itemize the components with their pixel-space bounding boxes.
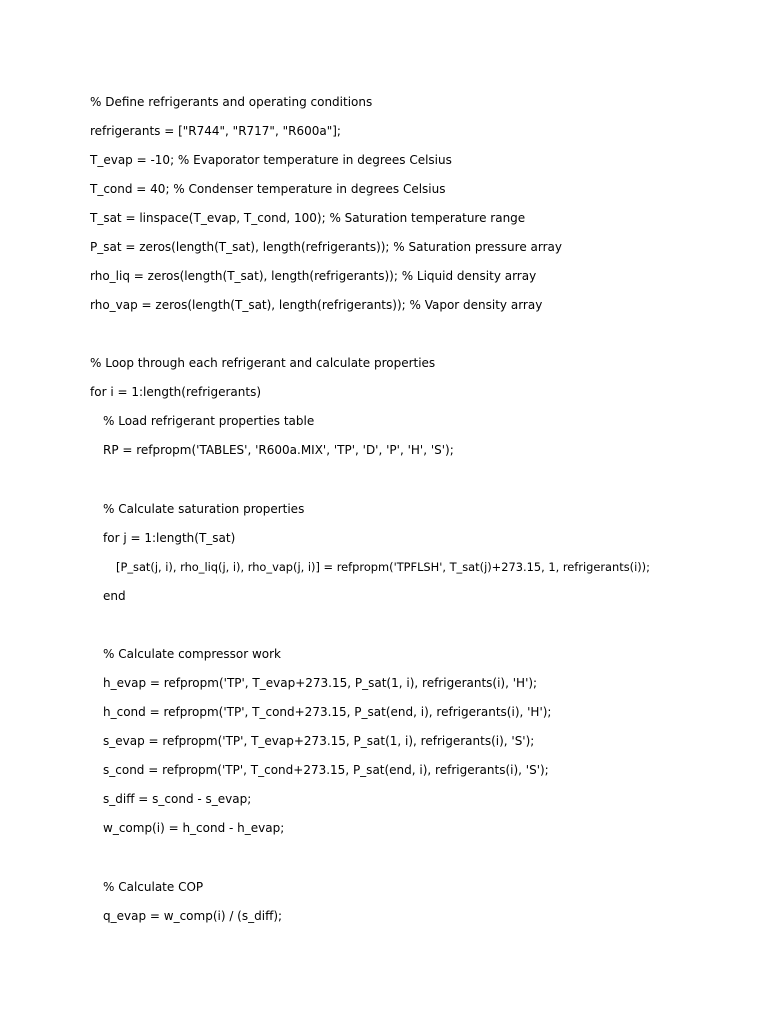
code-line: [P_sat(j, i), rho_liq(j, i), rho_vap(j, i)] = refpropm('TPFLSH', T_sat(j)+273.15, 1, refrigerants(i)); — [116, 560, 650, 574]
code-line: % Calculate compressor work — [103, 647, 282, 661]
code-line: s_diff = s_cond - s_evap; — [103, 792, 252, 806]
code-line: for i = 1:length(refrigerants) — [90, 385, 262, 399]
code-line: % Calculate saturation properties — [103, 502, 305, 516]
code-line: refrigerants = ["R744", "R717", "R600a"]; — [90, 124, 341, 138]
code-line: q_evap = w_comp(i) / (s_diff); — [103, 909, 283, 923]
code-line: end — [103, 589, 126, 603]
code-line: % Load refrigerant properties table — [103, 414, 315, 428]
code-line: RP = refpropm('TABLES', 'R600a.MIX', 'TP', 'D', 'P', 'H', 'S'); — [103, 443, 454, 457]
code-line: s_evap = refpropm('TP', T_evap+273.15, P_sat(1, i), refrigerants(i), 'S'); — [103, 734, 535, 748]
code-line: T_cond = 40; % Condenser temperature in degrees Celsius — [90, 182, 446, 196]
code-line: % Calculate COP — [103, 880, 204, 894]
code-line: w_comp(i) = h_cond - h_evap; — [103, 821, 285, 835]
code-line: rho_vap = zeros(length(T_sat), length(refrigerants)); % Vapor density array — [90, 298, 543, 312]
code-line: T_evap = -10; % Evaporator temperature in degrees Celsius — [90, 153, 452, 167]
code-line: h_evap = refpropm('TP', T_evap+273.15, P_sat(1, i), refrigerants(i), 'H'); — [103, 676, 538, 690]
code-line: % Loop through each refrigerant and calculate properties — [90, 356, 436, 370]
code-line: for j = 1:length(T_sat) — [103, 531, 236, 545]
code-line: P_sat = zeros(length(T_sat), length(refrigerants)); % Saturation pressure array — [90, 240, 562, 254]
code-line: h_cond = refpropm('TP', T_cond+273.15, P_sat(end, i), refrigerants(i), 'H'); — [103, 705, 552, 719]
code-line: % Define refrigerants and operating conditions — [90, 95, 373, 109]
code-line: T_sat = linspace(T_evap, T_cond, 100); % Saturation temperature range — [90, 211, 526, 225]
code-line: rho_liq = zeros(length(T_sat), length(refrigerants)); % Liquid density array — [90, 269, 537, 283]
code-line: s_cond = refpropm('TP', T_cond+273.15, P_sat(end, i), refrigerants(i), 'S'); — [103, 763, 549, 777]
